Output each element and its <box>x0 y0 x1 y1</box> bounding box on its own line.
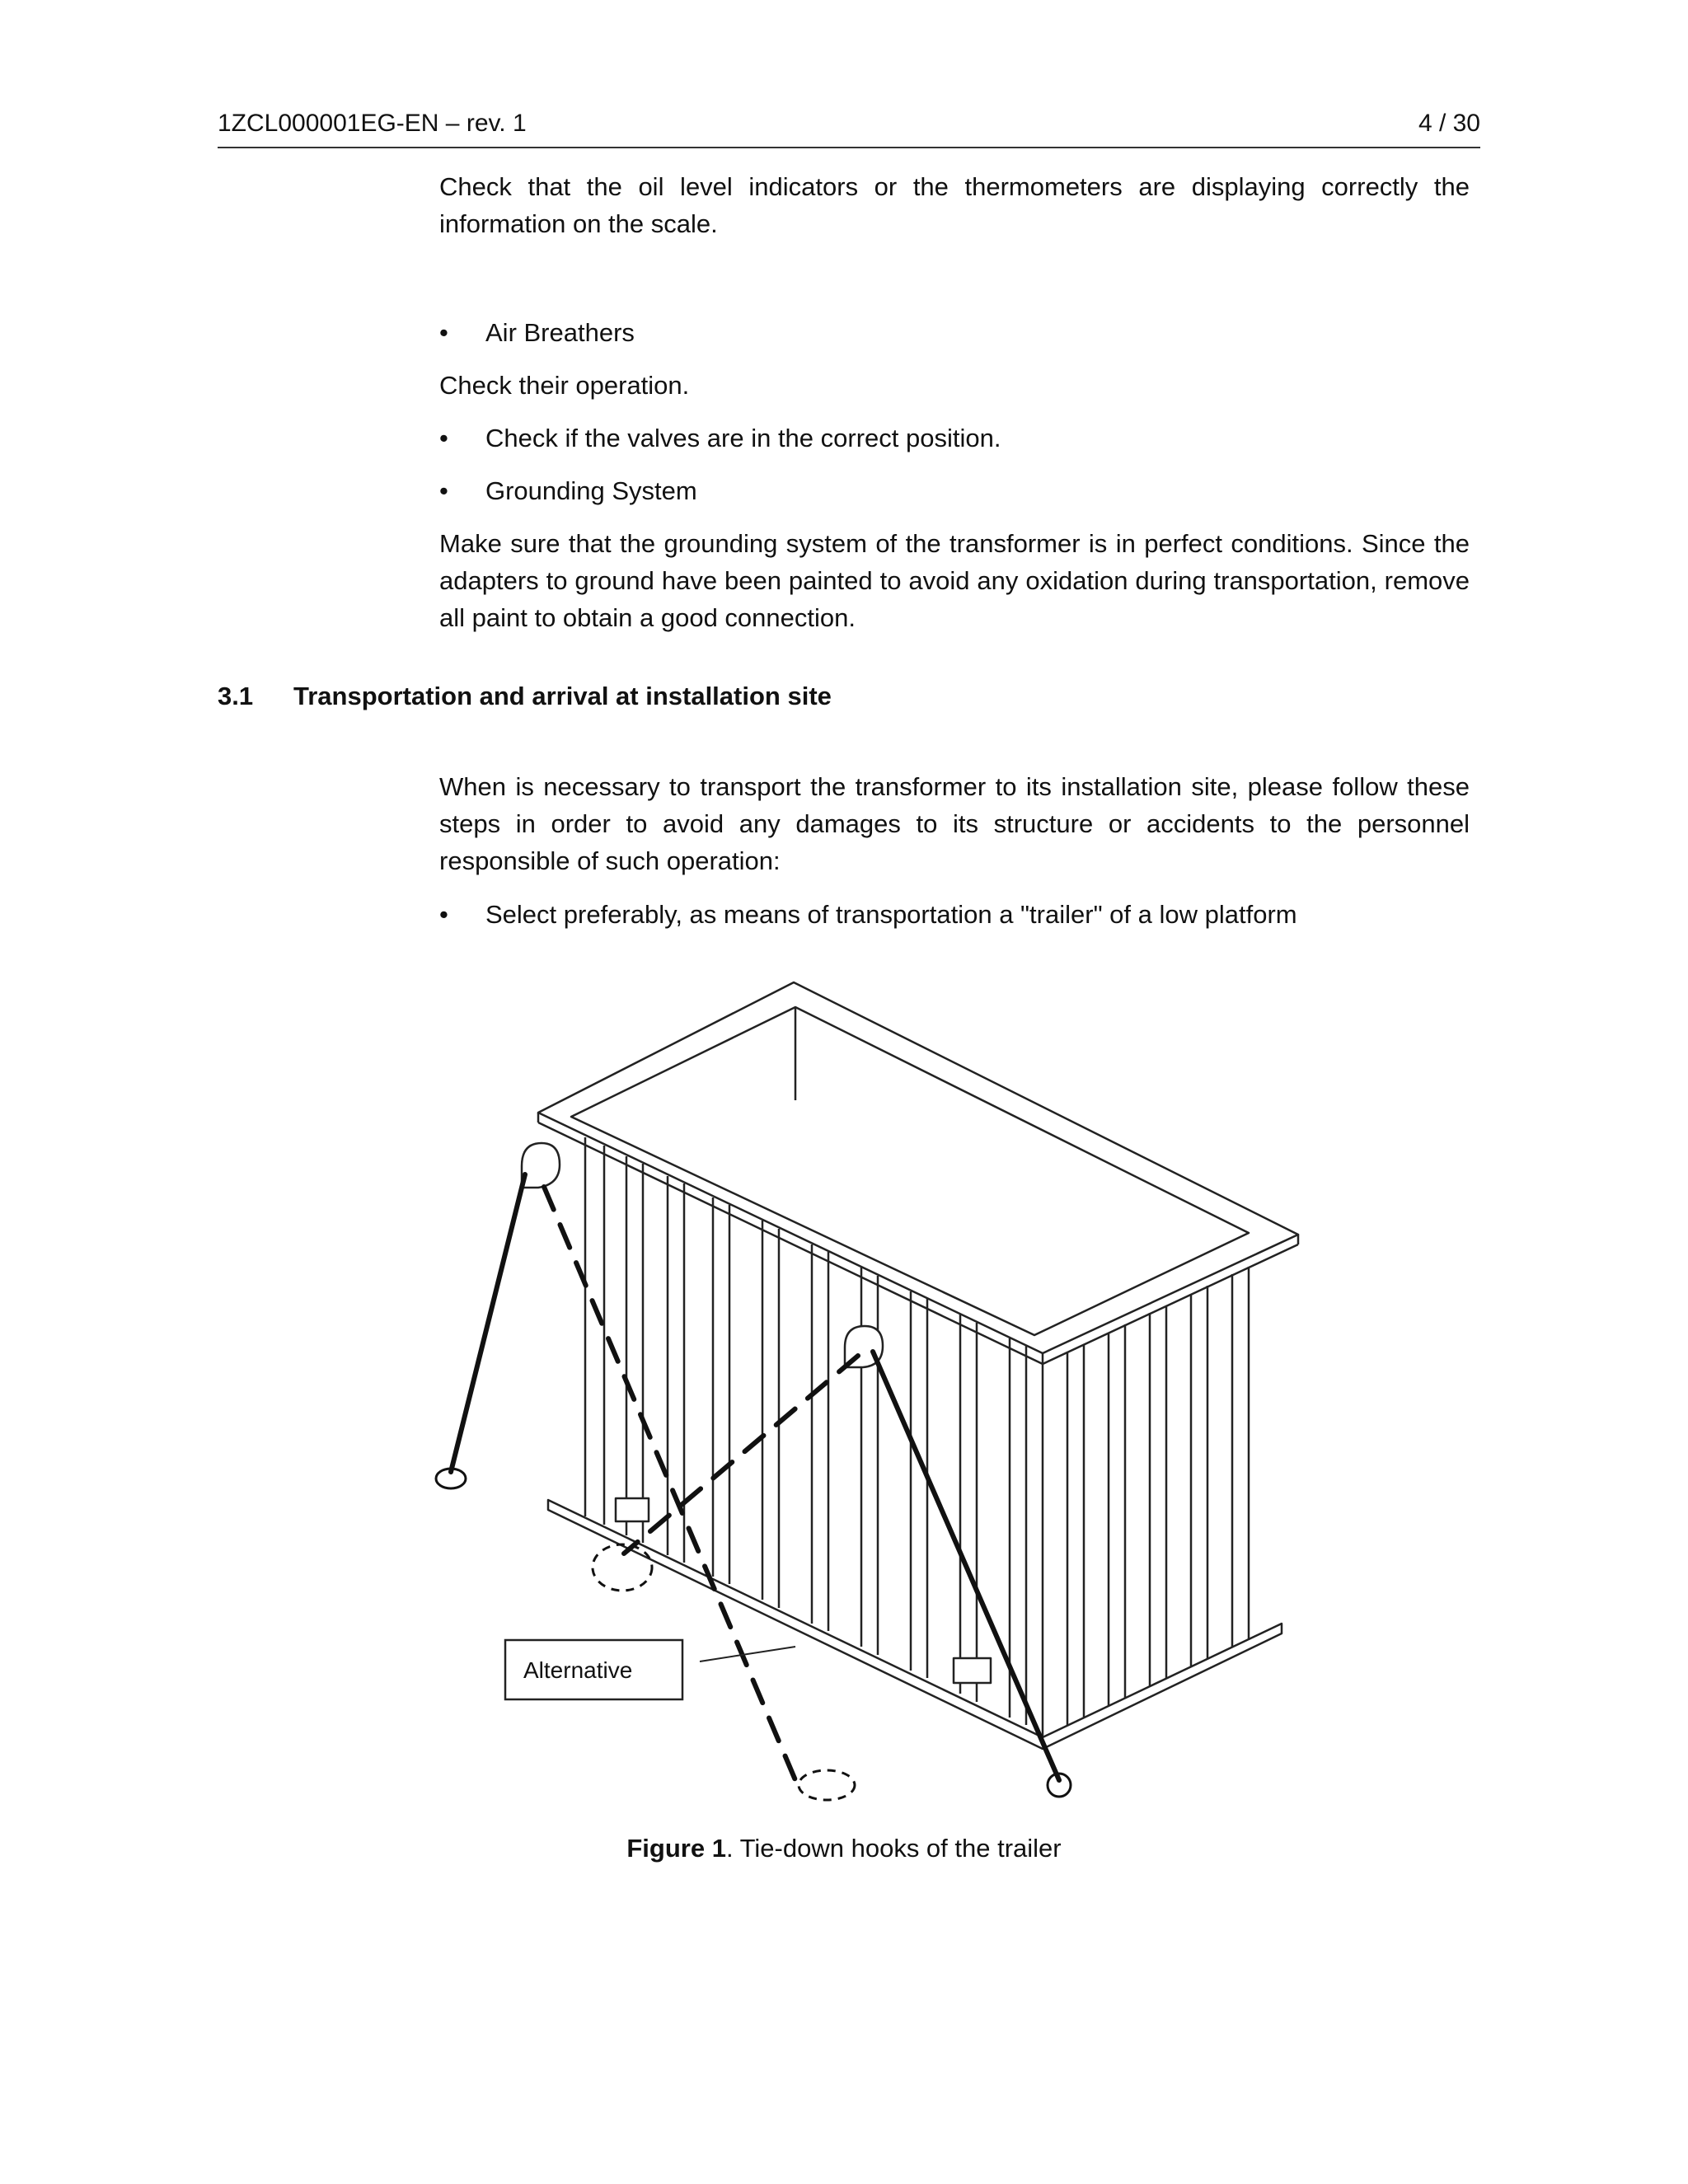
grounding-paragraph: Make sure that the grounding system of the transformer is in perfect conditions. Since the adapters to ground have been painted to avoid any oxidation during transportation, remove all paint to obtain a good connection. <box>439 529 1470 632</box>
figure-caption-label: Figure 1 <box>626 1834 726 1863</box>
transformer-drawing <box>433 948 1323 1813</box>
bullet-marker: • <box>439 900 448 929</box>
trailer-hooks <box>436 1469 1071 1800</box>
figure-caption <box>0 1830 1688 1867</box>
list-item-label: Air Breathers <box>485 318 635 347</box>
figure-transformer-tie-down <box>433 948 1323 1813</box>
check-operation-text: Check their operation. <box>439 371 690 400</box>
section-title: Transportation and arrival at installation site <box>293 682 832 710</box>
page-number: 4 / 30 <box>1418 110 1480 137</box>
bullet-marker: • <box>439 476 448 505</box>
alternative-label: Alternative <box>523 1657 633 1683</box>
page-header <box>218 105 1480 148</box>
lifting-lug-left <box>522 1143 560 1188</box>
tank-base <box>548 1500 1282 1749</box>
hook-alternative-right <box>799 1770 855 1800</box>
section-number: 3.1 <box>218 682 254 710</box>
alternative-leader-line <box>700 1647 795 1661</box>
figure-caption-text: . Tie-down hooks of the trailer <box>725 1834 1062 1863</box>
base-bracket-left <box>616 1498 649 1521</box>
chain-left-solid <box>451 1174 525 1472</box>
bullet-marker: • <box>439 318 448 347</box>
intro-paragraph: Check that the oil level indicators or the thermometers are displaying correctly the information on the scale. <box>439 172 1470 238</box>
transport-paragraph: When is necessary to transport the transformer to its installation site, please follow these steps in order to avoid any damages to its structure or accidents to the personnel responsible of such operation: <box>439 772 1470 875</box>
list-item-label: Select preferably, as means of transportation a "trailer" of a low platform <box>485 900 1297 929</box>
document-id: 1ZCL000001EG-EN – rev. 1 <box>218 110 527 137</box>
chain-right-solid <box>873 1352 1059 1780</box>
bullet-marker: • <box>439 424 448 452</box>
list-item-label: Grounding System <box>485 476 697 505</box>
list-item-label: Check if the valves are in the correct position. <box>485 424 1001 452</box>
transformer-tank <box>522 982 1298 1749</box>
base-bracket-right <box>954 1658 991 1683</box>
